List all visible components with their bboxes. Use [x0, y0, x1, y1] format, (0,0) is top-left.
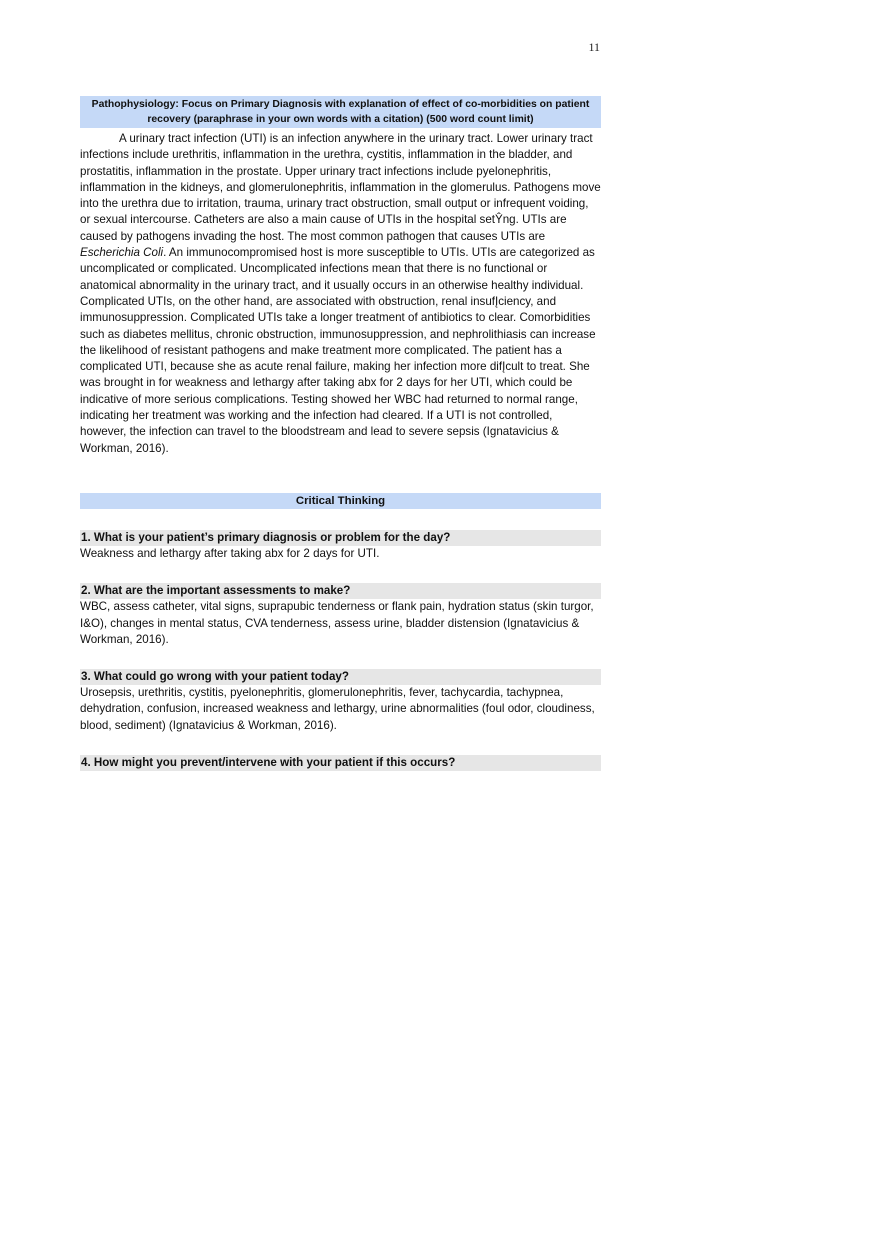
answer-1: Weakness and lethargy after taking abx for 2 days for UTI.: [80, 546, 380, 560]
question-block-2: [80, 583, 601, 648]
page-number: 11: [588, 40, 600, 54]
question-block-1: [80, 530, 601, 562]
question-block-3: [80, 669, 601, 734]
critical-thinking-header: Critical Thinking: [80, 493, 601, 509]
document-content: [80, 96, 601, 771]
question-2: 2. What are the important assessments to make?: [80, 583, 601, 599]
paragraph-part-1: A urinary tract infection (UTI) is an infection anywhere in the urinary tract. Lower urinary tract infections include urethritis, inflammation in the urethra, cystitis, inflammation in the bladder, and prostatitis, inflammation in the prostate. Upper urinary tract infections include pyelonephritis, inflammation in the kidneys, and glomerulonephritis, inflammation in the glomerulus. Pathogens move into the urethra due to irritation, trauma, urinary tract obstruction, small output or infrequent voiding, or sexual intercourse. Catheters are also a main cause of UTIs in the hospital setŶng. UTIs are caused by pathogens invading the host. The most common pathogen that causes UTIs are: [80, 132, 601, 243]
question-1: 1. What is your patient’s primary diagnosis or problem for the day?: [80, 530, 601, 546]
answer-2: WBC, assess catheter, vital signs, suprapubic tenderness or flank pain, hydration status (skin turgor, I&O), changes in mental status, CVA tenderness, assess urine, bladder distension (Ignatavicius & Workman, 2016).: [80, 600, 594, 646]
answer-3: Urosepsis, urethritis, cystitis, pyelonephritis, glomerulonephritis, fever, tachycardia, tachypnea, dehydration, confusion, increased weakness and lethargy, urine abnormalities (foul odor, cloudiness, blood, sediment) (Ignatavicius & Workman, 2016).: [80, 686, 595, 732]
paragraph-part-2: . An immunocompromised host is more susceptible to UTIs. UTIs are categorized as uncomplicated or complicated. Uncomplicated infections mean that there is no functional or anatomical abnormality in the urinary tract, and it usually occurs in an otherwise healthy individual. Complicated UTIs, on the other hand, are associated with obstruction, renal insufĮciency, and immunosuppression. Complicated UTIs take a longer treatment of antibiotics to clear. Comorbidities such as diabetes mellitus, chronic obstruction, immunosuppression, and nephrolithiasis can increase the likelihood of resistant pathogens and make treatment more complicated. The patient has a complicated UTI, because she as acute renal failure, making her infection more difĮcult to treat. She was brought in for weakness and lethargy after taking abx for 2 days for her UTI, which could be indicative of more serious complications. Testing showed her WBC had returned to normal range, indicating her treatment was working and the infection had cleared. If a UTI is not controlled, however, the infection can travel to the bloodstream and lead to severe sepsis (Ignatavicius & Workman, 2016).: [80, 246, 596, 455]
question-4: 4. How might you prevent/intervene with your patient if this occurs?: [80, 755, 601, 771]
pathophysiology-header: Pathophysiology: Focus on Primary Diagnosis with explanation of effect of co-morbidities on patient recovery (paraphrase in your own words with a citation) (500 word count limit): [80, 96, 601, 128]
pathogen-name: Escherichia Coli: [80, 246, 164, 260]
question-3: 3. What could go wrong with your patient today?: [80, 669, 601, 685]
pathophysiology-paragraph: [80, 131, 601, 457]
question-block-4: [80, 755, 601, 771]
